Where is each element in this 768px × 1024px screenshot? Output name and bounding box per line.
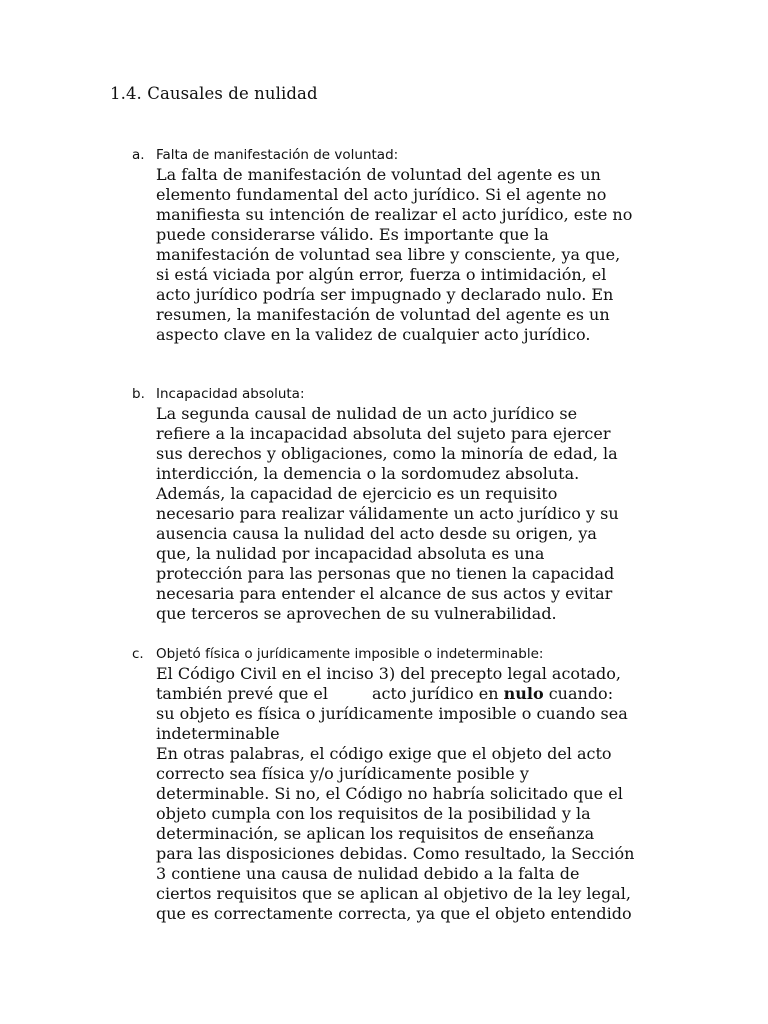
paragraph-line: que, la nulidad por incapacidad absoluta es una	[156, 544, 545, 563]
paragraph-line: para las disposiciones debidas. Como resultado, la Sección	[156, 844, 635, 863]
list-marker-c: c.	[132, 646, 144, 662]
section-heading: 1.4. Causales de nulidad	[110, 84, 318, 103]
paragraph-line: determinable. Si no, el Código no habría solicitado que el	[156, 784, 623, 803]
paragraph-line: En otras palabras, el código exige que el objeto del acto	[156, 744, 612, 763]
item-heading-b: Incapacidad absoluta:	[156, 386, 305, 402]
paragraph-line: necesario para realizar válidamente un acto jurídico y su	[156, 504, 619, 523]
paragraph-a	[156, 165, 676, 345]
paragraph-line: que es correctamente correcta, ya que el objeto entendido	[156, 904, 632, 923]
paragraph-line: manifestación de voluntad sea libre y consciente, ya que,	[156, 245, 621, 264]
paragraph-line: acto jurídico podría ser impugnado y declarado nulo. En	[156, 285, 614, 304]
paragraph-b	[156, 404, 676, 624]
paragraph-line: ciertos requisitos que se aplican al objetivo de la ley legal,	[156, 884, 631, 903]
paragraph-line: correcto sea física y/o jurídicamente posible y	[156, 764, 529, 783]
list-marker-b: b.	[132, 386, 145, 402]
paragraph-line: La falta de manifestación de voluntad del agente es un	[156, 165, 601, 184]
text-run: cuando:	[548, 684, 614, 703]
paragraph-line: La segunda causal de nulidad de un acto jurídico se	[156, 404, 578, 423]
paragraph-line: aspecto clave en la validez de cualquier acto jurídico.	[156, 325, 591, 344]
paragraph-line: si está viciada por algún error, fuerza o intimidación, el	[156, 265, 607, 284]
paragraph-line: Además, la capacidad de ejercicio es un requisito	[156, 484, 558, 503]
paragraph-line: indeterminable	[156, 724, 280, 743]
paragraph-line: necesaria para entender el alcance de sus actos y evitar	[156, 584, 613, 603]
paragraph-line: puede considerarse válido. Es importante que la	[156, 225, 549, 244]
paragraph-line: El Código Civil en el inciso 3) del precepto legal acotado,	[156, 664, 621, 683]
paragraph-line: sus derechos y obligaciones, como la minoría de edad, la	[156, 444, 618, 463]
paragraph-line-with-bold	[156, 684, 676, 704]
list-marker-a: a.	[132, 147, 145, 163]
paragraph-line: refiere a la incapacidad absoluta del sujeto para ejercer	[156, 424, 611, 443]
paragraph-line: 3 contiene una causa de nulidad debido a la falta de	[156, 864, 580, 883]
paragraph-line: manifiesta su intención de realizar el acto jurídico, este no	[156, 205, 633, 224]
paragraph-line: resumen, la manifestación de voluntad del agente es un	[156, 305, 610, 324]
paragraph-c	[156, 664, 676, 924]
paragraph-line: interdicción, la demencia o la sordomudez absoluta.	[156, 464, 580, 483]
paragraph-line: que terceros se aprovechen de su vulnerabilidad.	[156, 604, 557, 623]
text-run: también prevé que el	[156, 684, 328, 703]
paragraph-line: su objeto es física o jurídicamente imposible o cuando sea	[156, 704, 628, 723]
item-heading-c: Objetó física o jurídicamente imposible o indeterminable:	[156, 646, 544, 662]
paragraph-line: protección para las personas que no tienen la capacidad	[156, 564, 615, 583]
paragraph-line: determinación, se aplican los requisitos de enseñanza	[156, 824, 595, 843]
paragraph-line: elemento fundamental del acto jurídico. Si el agente no	[156, 185, 607, 204]
bold-term-nulo: nulo	[503, 684, 544, 703]
paragraph-line: objeto cumpla con los requisitos de la posibilidad y la	[156, 804, 591, 823]
text-run: acto jurídico en	[372, 684, 499, 703]
paragraph-line: ausencia causa la nulidad del acto desde su origen, ya	[156, 524, 597, 543]
item-heading-a: Falta de manifestación de voluntad:	[156, 147, 399, 163]
